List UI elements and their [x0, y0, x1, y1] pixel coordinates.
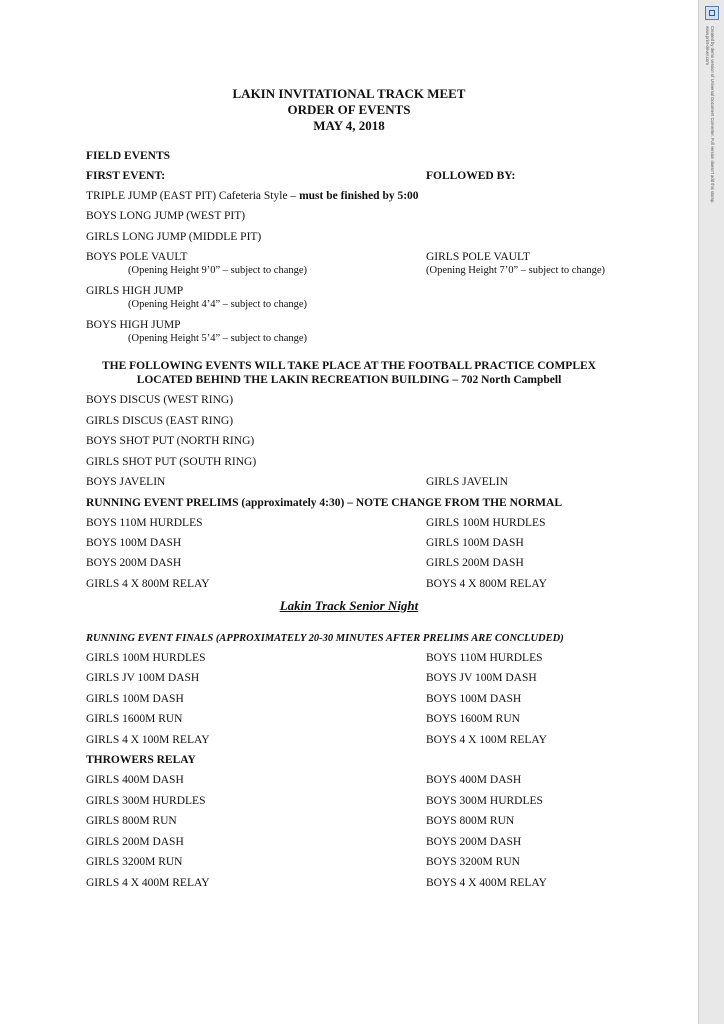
final-event: BOYS 200M DASH	[426, 836, 522, 848]
final-event: BOYS 4 X 400M RELAY	[426, 877, 547, 889]
final-event: GIRLS 3200M RUN	[86, 856, 183, 868]
throwers-relay: THROWERS RELAY	[86, 754, 196, 766]
practice-event: GIRLS DISCUS (EAST RING)	[86, 415, 234, 427]
final-event: GIRLS 4 X 100M RELAY	[86, 734, 210, 746]
prelim-event: GIRLS 100M DASH	[426, 537, 524, 549]
final-event: BOYS 300M HURDLES	[426, 795, 543, 807]
practice-complex-heading: THE FOLLOWING EVENTS WILL TAKE PLACE AT THE FOOTBALL PRACTICE COMPLEX	[102, 360, 596, 372]
final-event: BOYS 3200M RUN	[426, 856, 520, 868]
followed-by-label: FOLLOWED BY:	[426, 170, 516, 182]
practice-event: GIRLS SHOT PUT (SOUTH RING)	[86, 456, 257, 468]
watermark-line-1: Created by demo version of Universal Document Converter. Full version doesn't add this stamp.	[710, 26, 715, 204]
order-of-events-title: ORDER OF EVENTS	[287, 102, 411, 117]
triple-jump-line	[86, 189, 419, 203]
prelims-heading: RUNNING EVENT PRELIMS (approximately 4:30) – NOTE CHANGE FROM THE NORMAL	[86, 497, 562, 509]
girls-pole-vault-height: (Opening Height 7’0” – subject to change)	[426, 265, 606, 276]
final-event: BOYS JV 100M DASH	[426, 672, 537, 684]
converter-logo-icon	[705, 6, 719, 20]
boys-pole-vault-height: (Opening Height 9’0” – subject to change)	[128, 265, 308, 276]
final-event: GIRLS 400M DASH	[86, 774, 184, 786]
first-event-label: FIRST EVENT:	[86, 170, 166, 182]
final-event: BOYS 110M HURDLES	[426, 652, 543, 664]
triple-jump-deadline: must be finished by 5:00	[299, 190, 419, 202]
girls-high-jump-height: (Opening Height 4’4” – subject to change)	[128, 299, 308, 310]
boys-javelin: BOYS JAVELIN	[86, 476, 166, 488]
girls-javelin: GIRLS JAVELIN	[426, 476, 508, 488]
practice-event: BOYS SHOT PUT (NORTH RING)	[86, 435, 255, 447]
final-event: GIRLS 100M HURDLES	[86, 652, 206, 664]
prelim-event: BOYS 110M HURDLES	[86, 517, 203, 529]
prelim-event: BOYS 4 X 800M RELAY	[426, 578, 547, 590]
final-event: GIRLS 4 X 400M RELAY	[86, 877, 210, 889]
final-event: BOYS 800M RUN	[426, 815, 515, 827]
prelim-event: BOYS 200M DASH	[86, 557, 182, 569]
triple-jump-text: TRIPLE JUMP (EAST PIT) Cafeteria Style –	[86, 190, 300, 202]
final-event: GIRLS 300M HURDLES	[86, 795, 206, 807]
final-event: GIRLS 100M DASH	[86, 693, 184, 705]
senior-night-banner: Lakin Track Senior Night	[279, 598, 419, 613]
field-events-heading: FIELD EVENTS	[86, 150, 171, 162]
finals-heading: RUNNING EVENT FINALS (APPROXIMATELY 20-30 MINUTES AFTER PRELIMS ARE CONCLUDED)	[86, 633, 564, 644]
watermark-line-2: www.print-driver.com	[705, 26, 710, 65]
watermark-text	[705, 26, 715, 203]
prelim-event: GIRLS 200M DASH	[426, 557, 524, 569]
meet-title: LAKIN INVITATIONAL TRACK MEET	[232, 86, 466, 101]
final-event: BOYS 100M DASH	[426, 693, 522, 705]
prelim-event: GIRLS 100M HURDLES	[426, 517, 546, 529]
converter-watermark-strip	[698, 0, 724, 1024]
girls-high-jump: GIRLS HIGH JUMP	[86, 285, 184, 297]
final-event: BOYS 4 X 100M RELAY	[426, 734, 547, 746]
boys-high-jump: BOYS HIGH JUMP	[86, 319, 181, 331]
final-event: BOYS 400M DASH	[426, 774, 522, 786]
final-event: BOYS 1600M RUN	[426, 713, 520, 725]
girls-pole-vault: GIRLS POLE VAULT	[426, 251, 530, 263]
prelim-event: BOYS 100M DASH	[86, 537, 182, 549]
final-event: GIRLS JV 100M DASH	[86, 672, 200, 684]
practice-complex-location: LOCATED BEHIND THE LAKIN RECREATION BUILDING – 702 North Campbell	[136, 374, 562, 386]
final-event: GIRLS 200M DASH	[86, 836, 184, 848]
practice-event: BOYS DISCUS (WEST RING)	[86, 394, 234, 406]
final-event: GIRLS 1600M RUN	[86, 713, 183, 725]
girls-long-jump: GIRLS LONG JUMP (MIDDLE PIT)	[86, 231, 262, 243]
boys-high-jump-height: (Opening Height 5’4” – subject to change)	[128, 333, 308, 344]
boys-long-jump: BOYS LONG JUMP (WEST PIT)	[86, 210, 246, 222]
prelim-event: GIRLS 4 X 800M RELAY	[86, 578, 210, 590]
final-event: GIRLS 800M RUN	[86, 815, 177, 827]
meet-date: MAY 4, 2018	[313, 118, 385, 133]
boys-pole-vault: BOYS POLE VAULT	[86, 251, 188, 263]
